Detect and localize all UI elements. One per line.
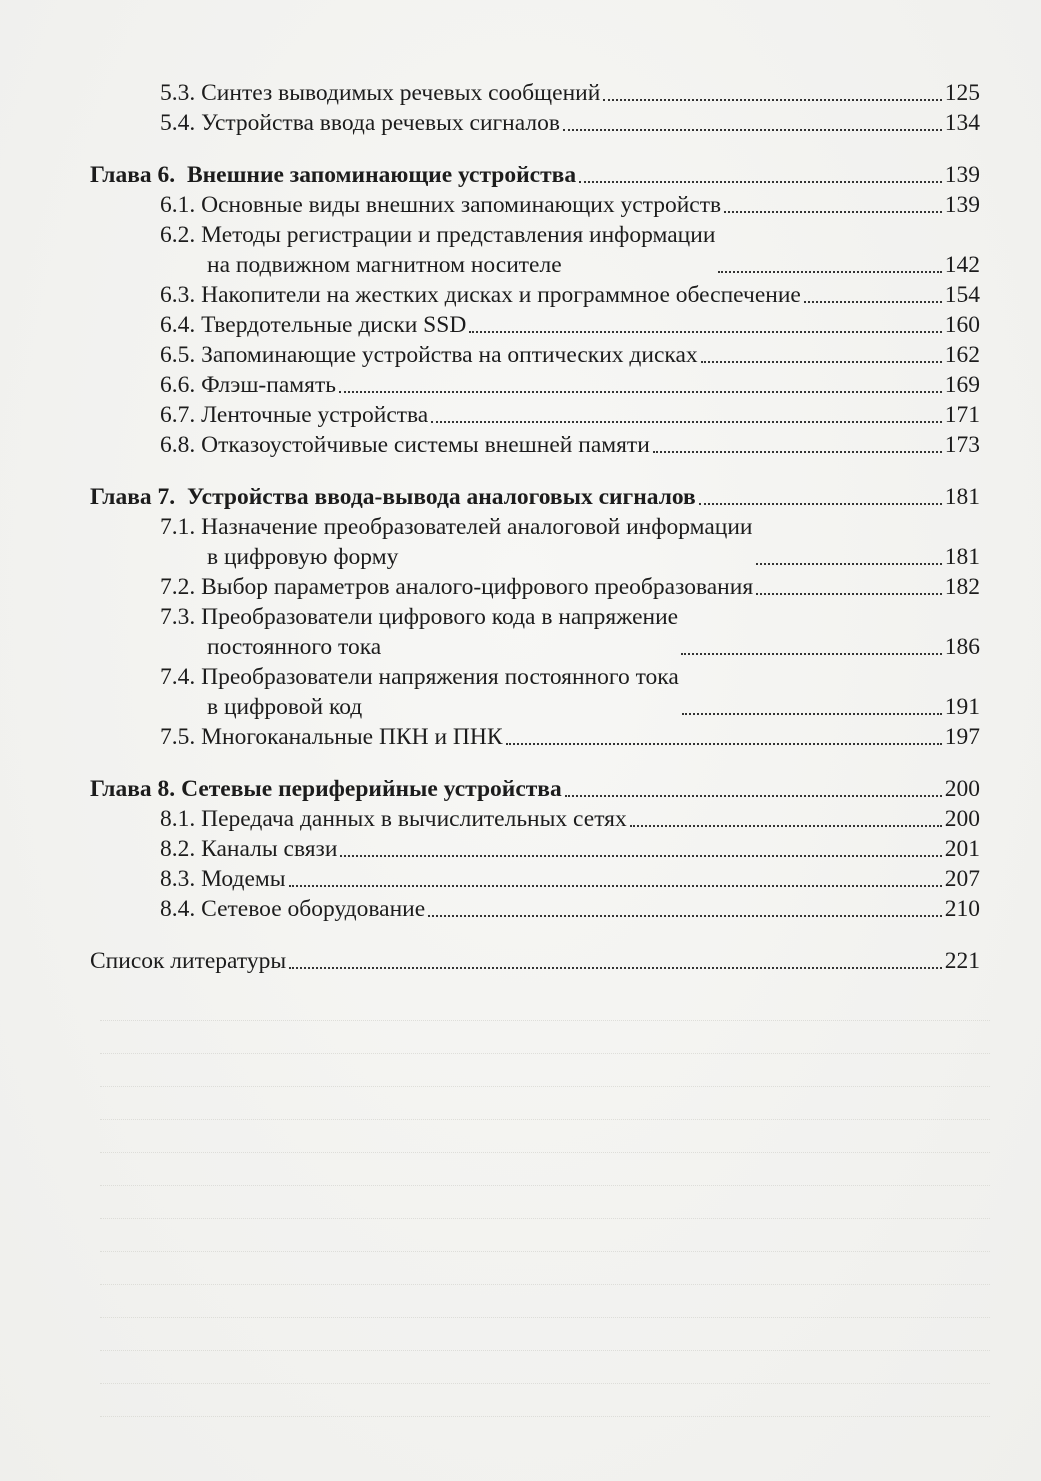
toc-entry-title: 8.3. Модемы (160, 866, 286, 892)
toc-entry (90, 280, 980, 310)
toc-chapter-7 (90, 482, 980, 512)
toc-entry-page: 139 (944, 162, 980, 188)
toc-entry (90, 370, 980, 400)
toc-entry-page: 162 (944, 342, 980, 368)
toc-entry-page: 200 (944, 806, 980, 832)
toc-chapter-6 (90, 160, 980, 190)
toc-entry (90, 512, 980, 572)
toc-entry (90, 572, 980, 602)
toc-entry-title: 7.3. Преобразователи цифрового кода в напряжение (160, 604, 679, 630)
toc-entry-page: 142 (944, 252, 980, 278)
dot-leader (340, 855, 941, 857)
dot-leader (699, 503, 942, 505)
toc-entry-page: 134 (944, 110, 980, 136)
toc-entry-title: 5.4. Устройства ввода речевых сигналов (160, 110, 560, 136)
toc-entry (90, 804, 980, 834)
chapter-number: Глава 8. (90, 776, 176, 802)
dot-leader (756, 593, 942, 595)
toc-entry-title-continued: постоянного тока (207, 634, 382, 660)
dot-leader (682, 713, 942, 715)
toc-entry (90, 400, 980, 430)
dot-leader (339, 391, 942, 393)
toc-entry (90, 108, 980, 138)
chapter-number: Глава 6. (90, 162, 176, 188)
toc-entry-title: 6.8. Отказоустойчивые системы внешней памяти (160, 432, 650, 458)
toc-entry (90, 78, 980, 108)
toc-entry (90, 662, 980, 722)
toc-entry-page: 160 (944, 312, 980, 338)
dot-leader (603, 99, 941, 101)
toc-entry-title: 6.3. Накопители на жестких дисках и программное обеспечение (160, 282, 801, 308)
toc-entry-page: 221 (944, 948, 980, 974)
toc-entry-title: 7.2. Выбор параметров аналого-цифрового преобразования (160, 574, 754, 600)
toc-entry-title: 6.2. Методы регистрации и представления информации (160, 222, 716, 248)
toc-entry (90, 220, 980, 280)
dot-leader (681, 653, 942, 655)
dot-leader (431, 421, 942, 423)
toc-entry-page: 181 (944, 484, 980, 510)
toc-entry-title: 8.2. Каналы связи (160, 836, 338, 862)
dot-leader (630, 825, 942, 827)
dot-leader (289, 967, 942, 969)
toc-entry-title: 8.1. Передача данных в вычислительных сетях (160, 806, 627, 832)
toc-entry (90, 894, 980, 924)
toc-entry-page: 201 (944, 836, 980, 862)
toc-entry-page: 200 (944, 776, 980, 802)
toc-entry (90, 190, 980, 220)
dot-leader (565, 795, 942, 797)
toc-bibliography (90, 946, 980, 976)
toc-entry-page: 186 (944, 634, 980, 660)
toc-entry-title: 8.4. Сетевое оборудование (160, 896, 426, 922)
toc-entry-page: 169 (944, 372, 980, 398)
toc-entry-page: 171 (944, 402, 980, 428)
toc-entry-title: 7.1. Назначение преобразователей аналоговой информации (160, 514, 753, 540)
table-of-contents (90, 78, 980, 976)
dot-leader (506, 743, 942, 745)
toc-entry-title: 7.5. Многоканальные ПКН и ПНК (160, 724, 503, 750)
dot-leader (653, 451, 942, 453)
toc-entry-page: 210 (944, 896, 980, 922)
dot-leader (289, 885, 942, 887)
dot-leader (563, 129, 942, 131)
chapter-title: Устройства ввода-вывода аналоговых сигналов (186, 484, 696, 510)
toc-entry (90, 834, 980, 864)
toc-entry-title-continued: в цифровую форму (207, 544, 399, 570)
toc-entry-title: 6.7. Ленточные устройства (160, 402, 429, 428)
chapter-number: Глава 7. (90, 484, 176, 510)
toc-entry-title: 7.4. Преобразователи напряжения постоянного тока (160, 664, 679, 690)
toc-entry-title: 6.5. Запоминающие устройства на оптических дисках (160, 342, 698, 368)
toc-entry-title-continued: на подвижном магнитном носителе (207, 252, 562, 278)
toc-entry-title: 6.1. Основные виды внешних запоминающих устройств (160, 192, 722, 218)
toc-entry-page: 139 (944, 192, 980, 218)
toc-entry (90, 722, 980, 752)
dot-leader (804, 301, 942, 303)
dot-leader (469, 331, 941, 333)
toc-entry-page: 173 (944, 432, 980, 458)
toc-entry-page: 182 (944, 574, 980, 600)
toc-entry-page: 197 (944, 724, 980, 750)
toc-entry-page: 154 (944, 282, 980, 308)
toc-entry-title: 5.3. Синтез выводимых речевых сообщений (160, 80, 601, 106)
toc-entry (90, 430, 980, 460)
toc-entry (90, 864, 980, 894)
toc-entry-title-continued: в цифровой код (207, 694, 363, 720)
dot-leader (579, 181, 942, 183)
dot-leader (701, 361, 942, 363)
toc-entry-page: 181 (944, 544, 980, 570)
dot-leader (756, 563, 942, 565)
toc-entry-page: 207 (944, 866, 980, 892)
toc-entry (90, 310, 980, 340)
dot-leader (724, 211, 942, 213)
toc-entry-page: 191 (944, 694, 980, 720)
dot-leader (428, 915, 942, 917)
chapter-title: Внешние запоминающие устройства (186, 162, 577, 188)
chapter-title: Сетевые периферийные устройства (181, 776, 562, 802)
toc-entry (90, 340, 980, 370)
bleed-through-texture (100, 1020, 990, 1449)
toc-entry-title: Список литературы (90, 948, 287, 974)
toc-entry-title: 6.6. Флэш-память (160, 372, 336, 398)
dot-leader (718, 271, 941, 273)
toc-entry-title: 6.4. Твердотельные диски SSD (160, 312, 467, 338)
toc-entry (90, 602, 980, 662)
toc-entry-page: 125 (944, 80, 980, 106)
toc-chapter-8 (90, 774, 980, 804)
